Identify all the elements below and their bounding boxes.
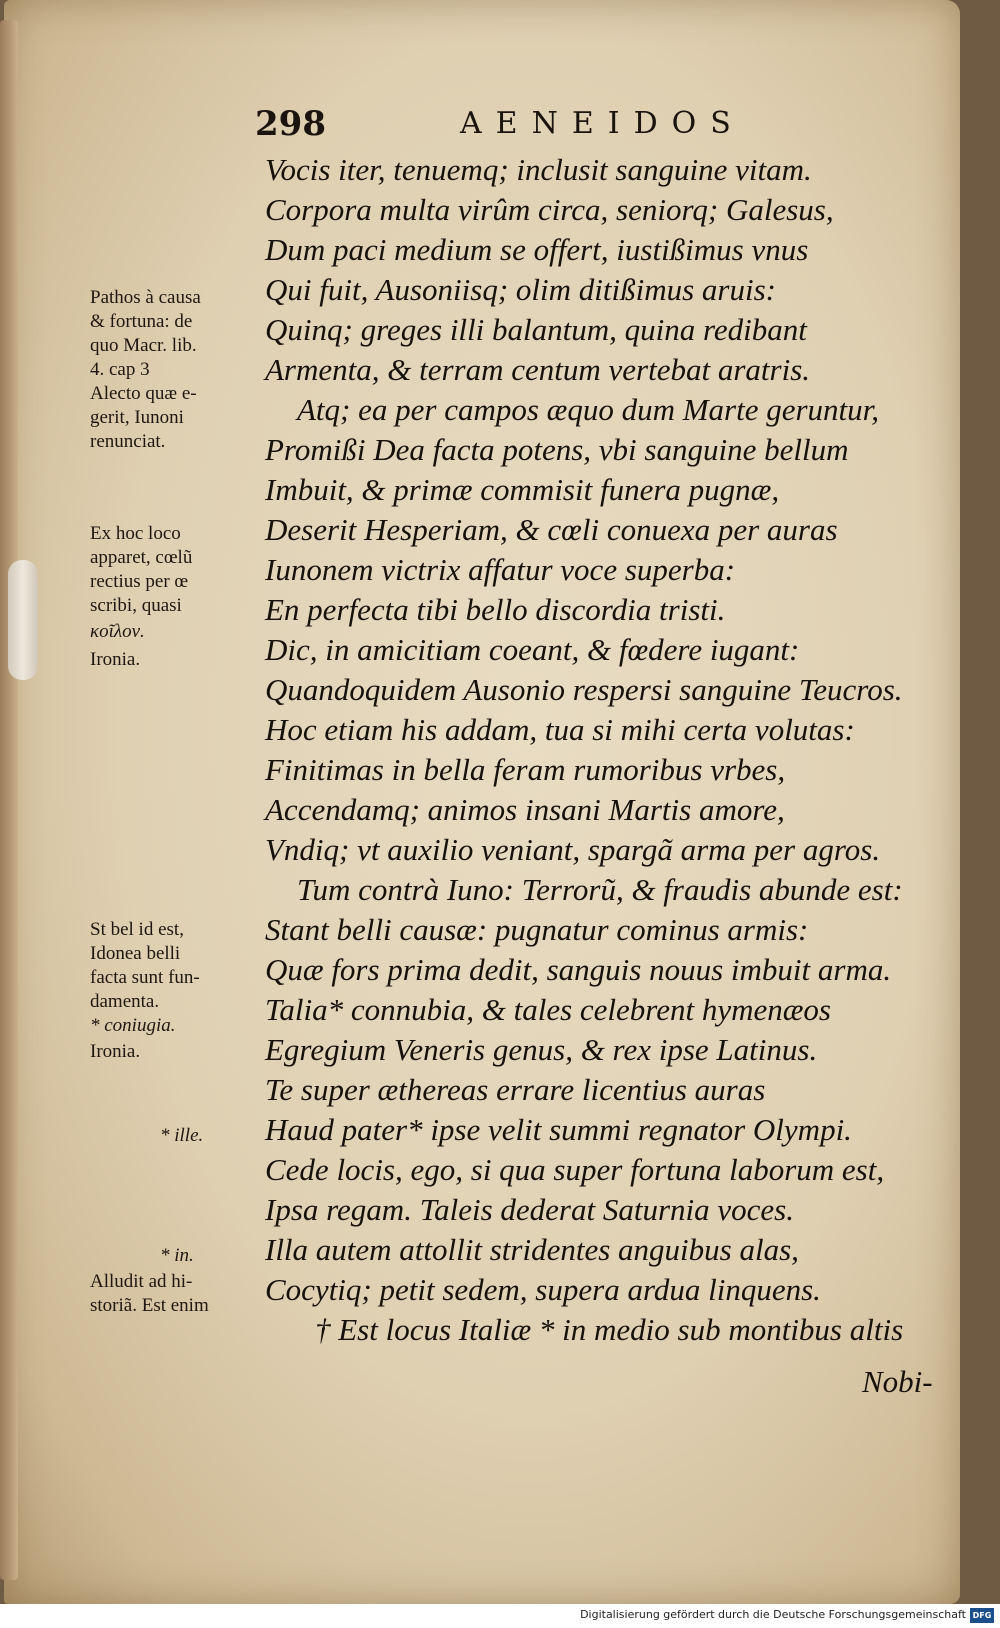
verse-line: En perfecta tibi bello discordia tristi.: [265, 592, 726, 627]
margin-note: damenta.: [90, 991, 160, 1012]
verse-line: Tum contrà Iuno: Terrorũ, & fraudis abunde est:: [297, 872, 903, 907]
page-clip: [8, 560, 38, 680]
margin-note: Ironia.: [90, 649, 141, 670]
funding-credit: Digitalisierung gefördert durch die Deutsche Forschungsgemeinschaft: [580, 1608, 966, 1621]
verse-line: Te super æthereas errare licentius auras: [265, 1072, 766, 1107]
footer-bar: [0, 1604, 1000, 1628]
page-number: 298: [255, 104, 326, 144]
verse-line: Egregium Veneris genus, & rex ipse Latinus.: [265, 1032, 818, 1067]
margin-note: Ex hoc loco: [90, 523, 181, 544]
verse-line: Dic, in amicitiam coeant, & fœdere iugant:: [265, 632, 800, 667]
verse-line: Deserit Hesperiam, & cœli conuexa per auras: [265, 512, 838, 547]
dfg-logo-icon: DFG: [970, 1608, 994, 1623]
catchword: Nobi-: [862, 1364, 933, 1399]
verse-line: Accendamq; animos insani Martis amore,: [265, 792, 785, 827]
verse-line: Ipsa regam. Taleis dederat Saturnia voces.: [265, 1192, 794, 1227]
verse-line: Hoc etiam his addam, tua si mihi certa volutas:: [265, 712, 855, 747]
verse-line: Corpora multa virûm circa, seniorq; Galesus,: [265, 192, 834, 227]
page-header: [255, 104, 815, 148]
margin-note: Idonea belli: [90, 943, 181, 964]
margin-note: facta sunt fun-: [90, 967, 200, 988]
verse-line: Cocytiq; petit sedem, supera ardua linquens.: [265, 1272, 821, 1307]
margin-note: κοῖλον.: [90, 621, 145, 642]
verse-line: Dum paci medium se offert, iustißimus vnus: [265, 232, 809, 267]
margin-note: quo Macr. lib.: [90, 335, 197, 356]
margin-note: Alludit ad hi-: [90, 1271, 193, 1292]
margin-note: * coniugia.: [90, 1015, 176, 1036]
verse-line: Cede locis, ego, si qua super fortuna laborum est,: [265, 1152, 885, 1187]
margin-note: Pathos à causa: [90, 287, 201, 308]
verse-line: Qui fuit, Ausoniisq; olim ditißimus aruis:: [265, 272, 776, 307]
margin-note: storiã. Est enim: [90, 1295, 209, 1316]
verse-line: Stant belli causæ: pugnatur cominus armis:: [265, 912, 809, 947]
verse-line: † Est locus Italiæ * in medio sub montibus altis: [315, 1312, 904, 1347]
margin-note: apparet, cœlũ: [90, 547, 193, 568]
verse-line: Quinq; greges illi balantum, quina redibant: [265, 312, 807, 347]
verse-line: Talia* connubia, & tales celebrent hymenæos: [265, 992, 831, 1027]
margin-note: Ironia.: [90, 1041, 141, 1062]
verse-line: Finitimas in bella feram rumoribus vrbes,: [265, 752, 786, 787]
running-title: AENEIDOS: [460, 106, 745, 141]
margin-note: 4. cap 3: [90, 359, 150, 380]
margin-note: rectius per œ: [90, 571, 189, 592]
verse-line: Promißi Dea facta potens, vbi sanguine bellum: [265, 432, 849, 467]
margin-note: gerit, Iunoni: [90, 407, 184, 428]
margin-note: * in.: [160, 1245, 194, 1266]
margin-note: * ille.: [160, 1125, 204, 1146]
verse-line: Armenta, & terram centum vertebat aratris.: [265, 352, 811, 387]
verse-line: Quandoquidem Ausonio respersi sanguine Teucros.: [265, 672, 903, 707]
verse-line: Haud pater* ipse velit summi regnator Olympi.: [265, 1112, 852, 1147]
margin-note: Alecto quæ e-: [90, 383, 197, 404]
margin-note: & fortuna: de: [90, 311, 193, 332]
margin-note: renunciat.: [90, 431, 166, 452]
verse-line: Atq; ea per campos æquo dum Marte geruntur,: [297, 392, 880, 427]
verse-line: Illa autem attollit stridentes anguibus alas,: [265, 1232, 799, 1267]
margin-note: St bel id est,: [90, 919, 184, 940]
verse-line: Quæ fors prima dedit, sanguis nouus imbuit arma.: [265, 952, 892, 987]
page-edge: [0, 20, 18, 1580]
verse-line: Imbuit, & primæ commisit funera pugnæ,: [265, 472, 780, 507]
verse-line: Vndiq; vt auxilio veniant, spargã arma per agros.: [265, 832, 881, 867]
margin-note: scribi, quasi: [90, 595, 182, 616]
verse-line: Iunonem victrix affatur voce superba:: [265, 552, 736, 587]
verse-line: Vocis iter, tenuemq; inclusit sanguine vitam.: [265, 152, 812, 187]
